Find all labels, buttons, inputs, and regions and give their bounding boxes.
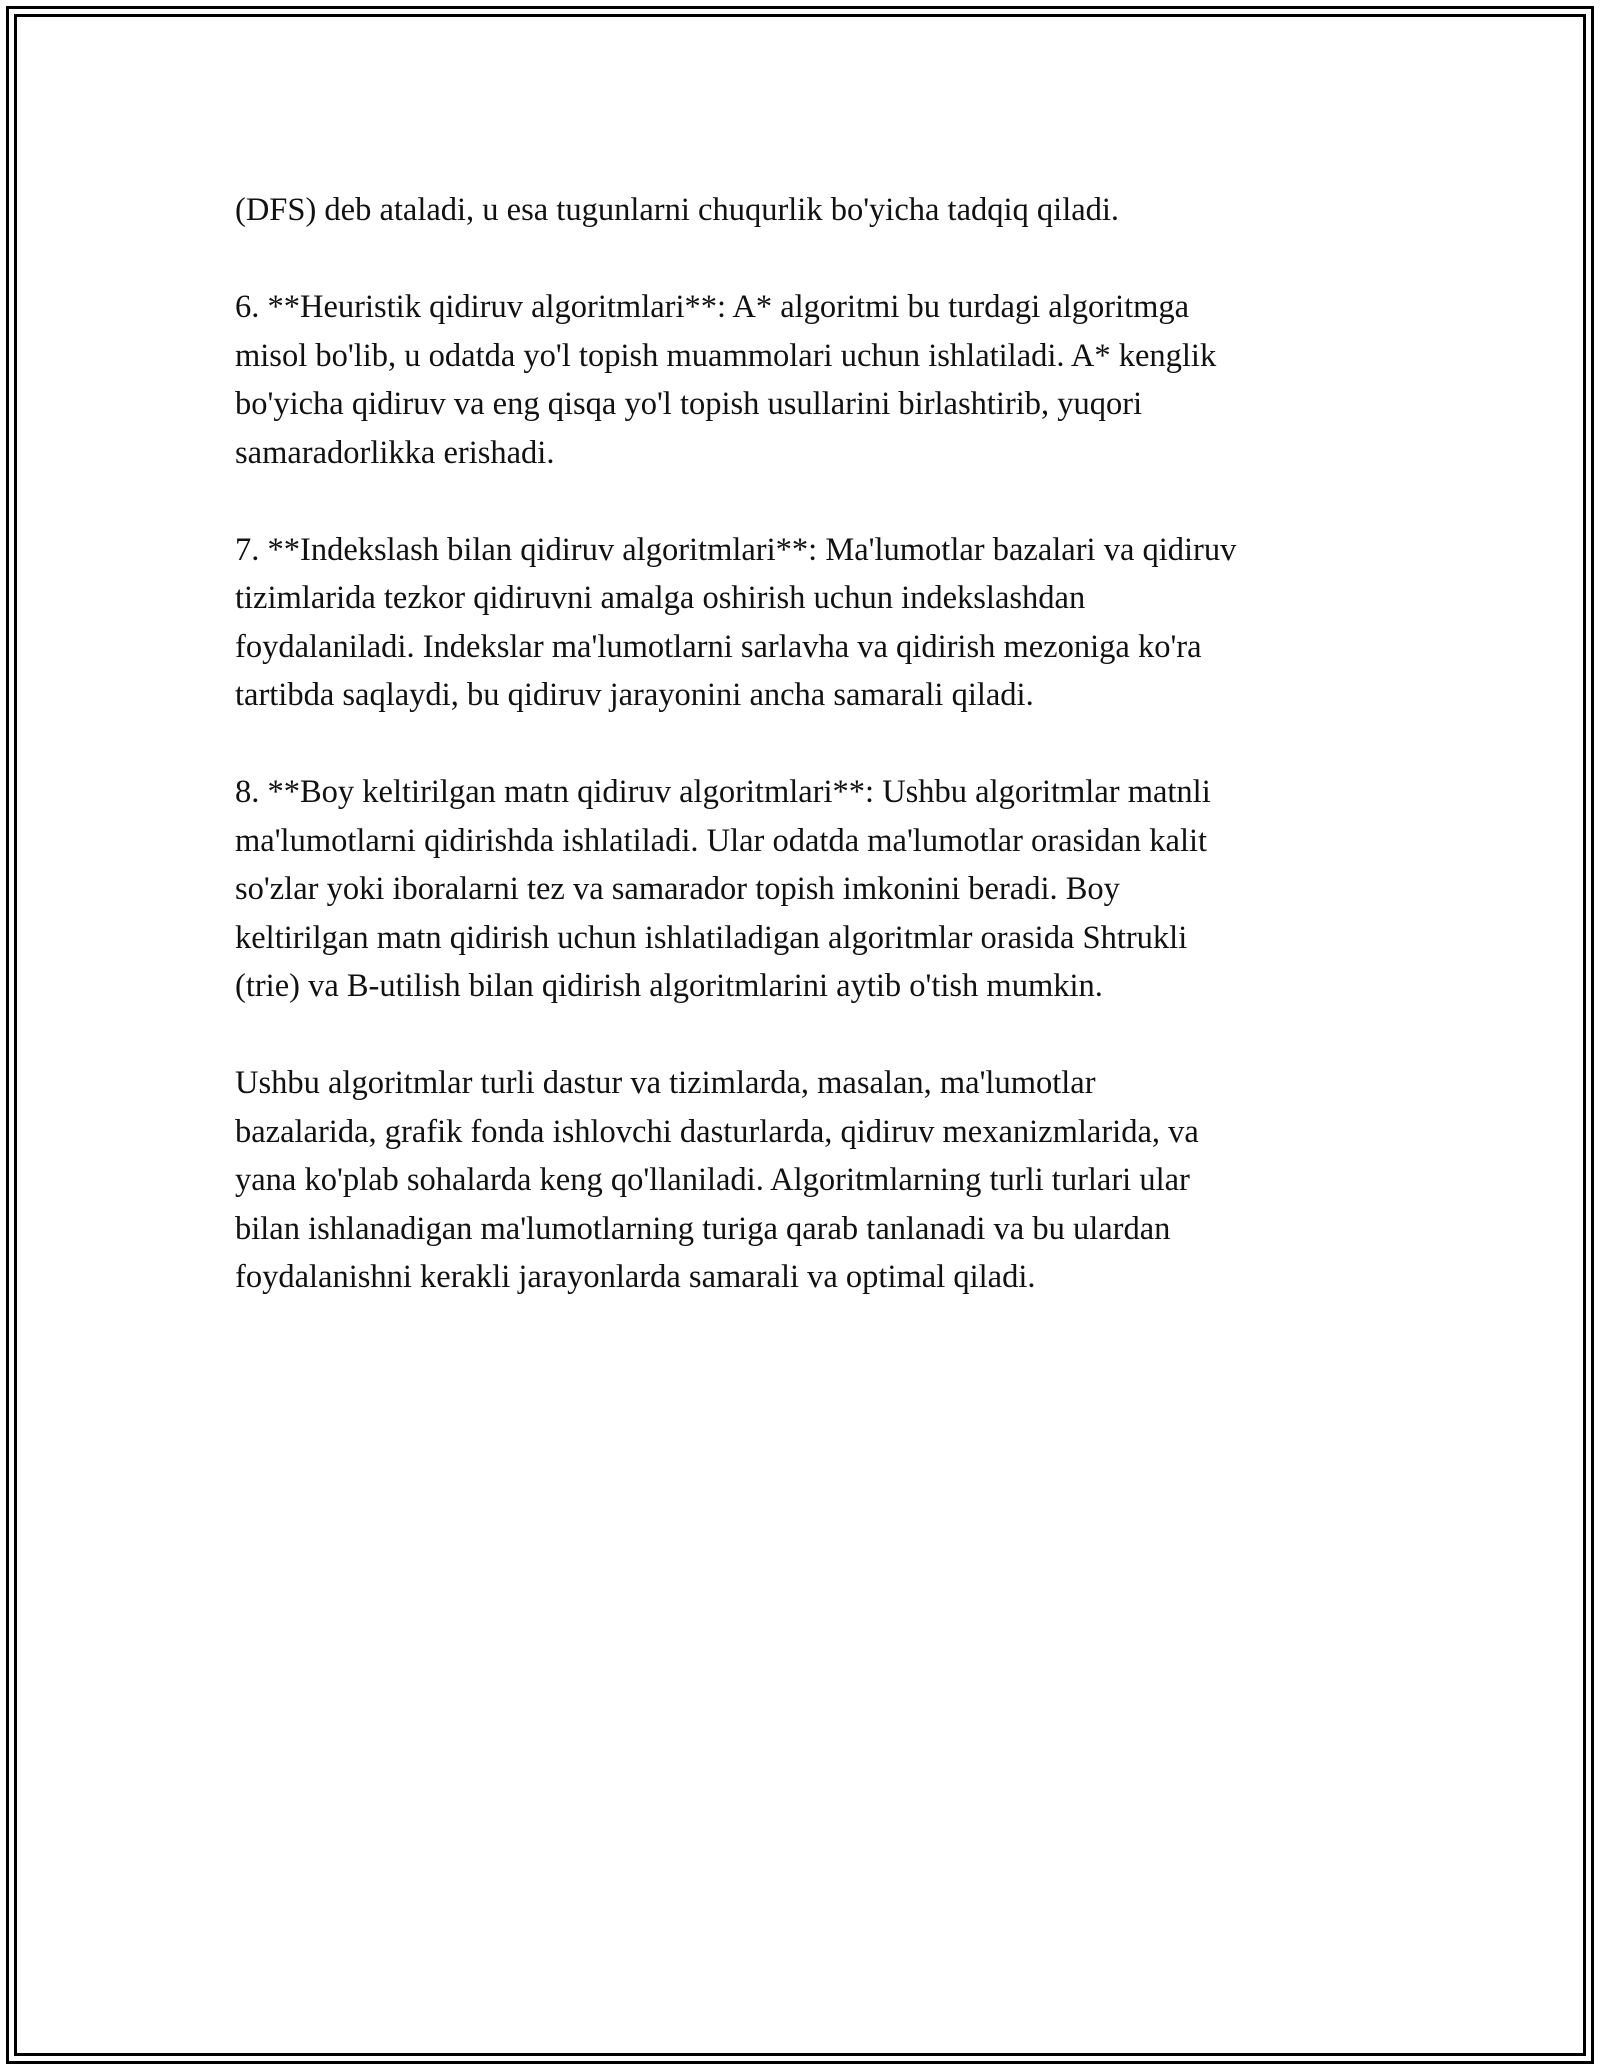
document-body (235, 186, 1385, 1350)
paragraph-dfs-continuation: (DFS) deb ataladi, u esa tugunlarni chuqurlik bo'yicha tadqiq qiladi. (235, 192, 1120, 228)
paragraph-heuristic-search: 6. **Heuristik qidiruv algoritmlari**: A* algoritmi bu turdagi algoritmga misol bo'lib, u odatda yo'l topish muammolari uchun ishlatiladi. A* kenglik bo'yicha qidiruv va eng qisqa yo'l topish usullarini birlashtirib, yuqori samaradorlikka erishadi. (235, 289, 1217, 471)
paragraph-index-search: 7. **Indekslash bilan qidiruv algoritmlari**: Ma'lumotlar bazalari va qidiruv tizimlarida tezkor qidiruvni amalga oshirish uchun indekslashdan foydalaniladi. Indekslar ma'lumotlarni sarlavha va qidirish mezoniga ko'ra tartibda saqlaydi, bu qidiruv jarayonini ancha samarali qiladi. (235, 531, 1237, 713)
paragraph-text-search: 8. **Boy keltirilgan matn qidiruv algoritmlari**: Ushbu algoritmlar matnli ma'lumotlarni qidirishda ishlatiladi. Ular odatda ma'lumotlar orasidan kalit so'zlar yoki iboralarni tez va samarador topish imkonini beradi. Boy keltirilgan matn qidirish uchun ishlatiladigan algoritmlar orasida Shtrukli (trie) va B-utilish bilan qidirish algoritmlarini aytib o'tish mumkin. (235, 774, 1211, 1004)
paragraph-conclusion: Ushbu algoritmlar turli dastur va tizimlarda, masalan, ma'lumotlar bazalarida, grafik fonda ishlovchi dasturlarda, qidiruv mexanizmlarida, va yana ko'plab sohalarda keng qo'llaniladi. Algoritmlarning turli turlari ular bilan ishlanadigan ma'lumotlarning turiga qarab tanlanadi va bu ulardan foydalanishni kerakli jarayonlarda samarali va optimal qiladi. (235, 1065, 1199, 1295)
